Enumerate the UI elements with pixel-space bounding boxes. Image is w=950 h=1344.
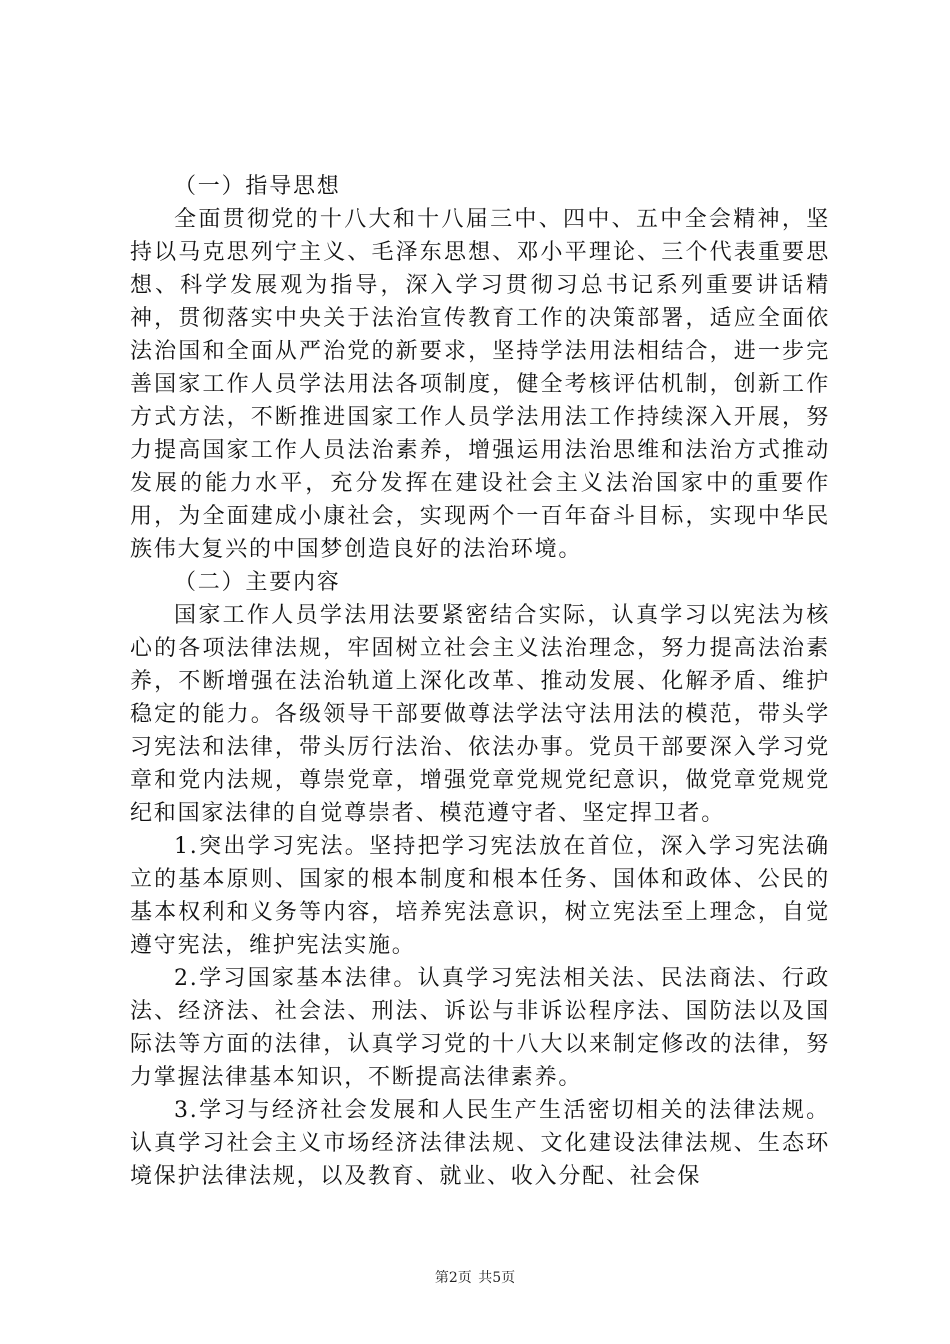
page-total: 共5页 [478,1270,516,1286]
section-heading-main-content: （二）主要内容 [174,570,341,595]
paragraph-main-content: 国家工作人员学法用法要紧密结合实际，认真学习以宪法为核心的各项法律法规，牢固树立社会主义法治理念，努力提高法治素养，不断增强在法治轨道上深化改革、推动发展、化解矛盾、维护稳定的能力。各级领导干部要做尊法学法守法用法的模范，带头学习宪法和法律，带头厉行法治、依法办事。党员干部要深入学习党章和党内法规，尊崇党章，增强党章党规党纪意识，做党章党规党纪和国家法律的自觉尊崇者、模范遵守者、坚定捍卫者。 [130,603,830,826]
list-item-1: 1.突出学习宪法。坚持把学习宪法放在首位，深入学习宪法确立的基本原则、国家的根本制度和根本任务、国体和政体、公民的基本权利和义务等内容，培养宪法意识，树立宪法至上理念，自觉遵守宪法，维护宪法实施。 [130,834,830,958]
document-body [130,170,830,1193]
list-item-2: 2.学习国家基本法律。认真学习宪法相关法、民法商法、行政法、经济法、社会法、刑法、诉讼与非诉讼程序法、国防法以及国际法等方面的法律，认真学习党的十八大以来制定修改的法律，努力掌握法律基本知识，不断提高法律素养。 [130,966,830,1090]
page-number: 第2页 [434,1270,472,1286]
page-footer [0,1267,950,1287]
paragraph-guiding-ideology: 全面贯彻党的十八大和十八届三中、四中、五中全会精神，坚持以马克思列宁主义、毛泽东思想、邓小平理论、三个代表重要思想、科学发展观为指导，深入学习贯彻习总书记系列重要讲话精神，贯彻落实中央关于法治宣传教育工作的决策部署，适应全面依法治国和全面从严治党的新要求，坚持学法用法相结合，进一步完善国家工作人员学法用法各项制度，健全考核评估机制，创新工作方式方法，不断推进国家工作人员学法用法工作持续深入开展，努力提高国家工作人员法治素养，增强运用法治思维和法治方式推动发展的能力水平，充分发挥在建设社会主义法治国家中的重要作用，为全面建成小康社会，实现两个一百年奋斗目标，实现中华民族伟大复兴的中国梦创造良好的法治环境。 [130,207,830,562]
section-heading-guiding-ideology: （一）指导思想 [174,174,341,199]
list-item-3: 3.学习与经济社会发展和人民生产生活密切相关的法律法规。认真学习社会主义市场经济法律法规、文化建设法律法规、生态环境保护法律法规，以及教育、就业、收入分配、社会保 [130,1098,830,1189]
